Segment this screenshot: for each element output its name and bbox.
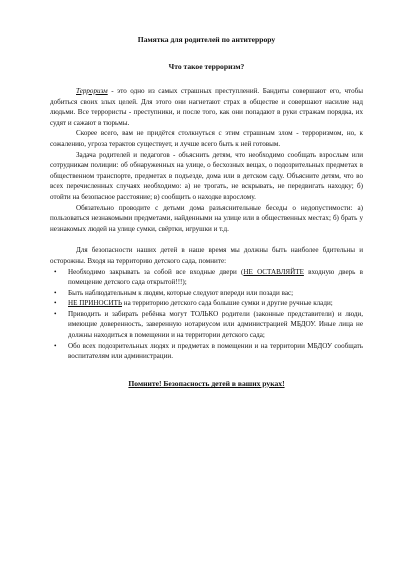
paragraph-definition: [50, 86, 363, 128]
paragraph-conversations: Обязательно проводите с детьми дома разъяснительные беседы о недопустимости: а) пользоваться незнакомыми предметами, найденными на улице или в общественных местах; б) брать у незнакомых людей на улице сумки, свёртки, игрушки и т.д.: [50, 203, 363, 233]
list-item: • Быть наблюдательным к людям, которые следуют впереди или позади вас;: [68, 288, 363, 299]
definition-text: - это одно из самых страшных преступлений. Бандиты совершают его, чтобы добиться своих злых целей. Для этого они нагнетают страх в обществе и совершают насилие над людьми. Все террористы - преступники, и после того, как они попадают в руки стражам порядка, их судят и сажают в тюрьмы.: [50, 87, 363, 127]
document-subtitle: Что такое терроризм?: [168, 62, 245, 71]
term-terrorism: Терроризм: [76, 87, 108, 95]
paragraph-task: Задача родителей и педагогов - объяснить детям, что необходимо сообщать взрослым или сотрудникам полиции: об обнаруженных на улице, о бесхозных вещах, о подозрительных предметах в общественном транспорте, предметах в подъезде, дома или в детском саду. Объясните детям, что во всех перечисленных случаях необходимо: а) не трогать, не вскрывать, не передвигать находку; б) отойти на безопасное расстояние; в) сообщить о находке взрослому.: [50, 150, 363, 201]
document-title: Памятка для родителей по антитеррору: [137, 35, 276, 44]
paragraph-threat: Скорее всего, вам не придётся столкнуться с этим страшным злом - терроризмом, но, к сожалению, угроза терактов существует, и лучше всего быть к ней готовым.: [50, 129, 363, 148]
rule-text: Необходимо закрывать за собой все входные двери (: [68, 267, 244, 276]
rule-text: входную дверь в помещение детского сада открытой!!!);: [68, 267, 363, 287]
list-item: • Приводить и забирать ребёнка могут ТОЛЬКО родители (законные представители) и люди, имеющие доверенность, заверенную нотариусом или администрацией МБДОУ. Иные лица не должны находиться в помещении и на территории детского сада;: [68, 309, 363, 341]
list-item: [68, 298, 363, 309]
paragraph-safety: Для безопасности наших детей в наше время мы должны быть наиболее бдительны и осторожны. Входя на территорию детского сада, помните:: [50, 246, 363, 265]
list-item: [68, 267, 363, 288]
footer-slogan: Помните! Безопасность детей в ваших руках!: [128, 378, 285, 388]
rule-emphasis: НЕ ОСТАВЛЯЙТЕ: [243, 267, 304, 276]
spacer: [50, 234, 363, 245]
rule-emphasis: НЕ ПРИНОСИТЬ: [68, 299, 123, 308]
rule-text: на территорию детского сада большие сумки и другие ручные клади;: [122, 299, 333, 308]
list-item: • Обо всех подозрительных людях и предметах в помещении и на территории МБДОУ сообщать воспитателям или администрации.: [68, 341, 363, 362]
rules-list: [50, 267, 363, 362]
